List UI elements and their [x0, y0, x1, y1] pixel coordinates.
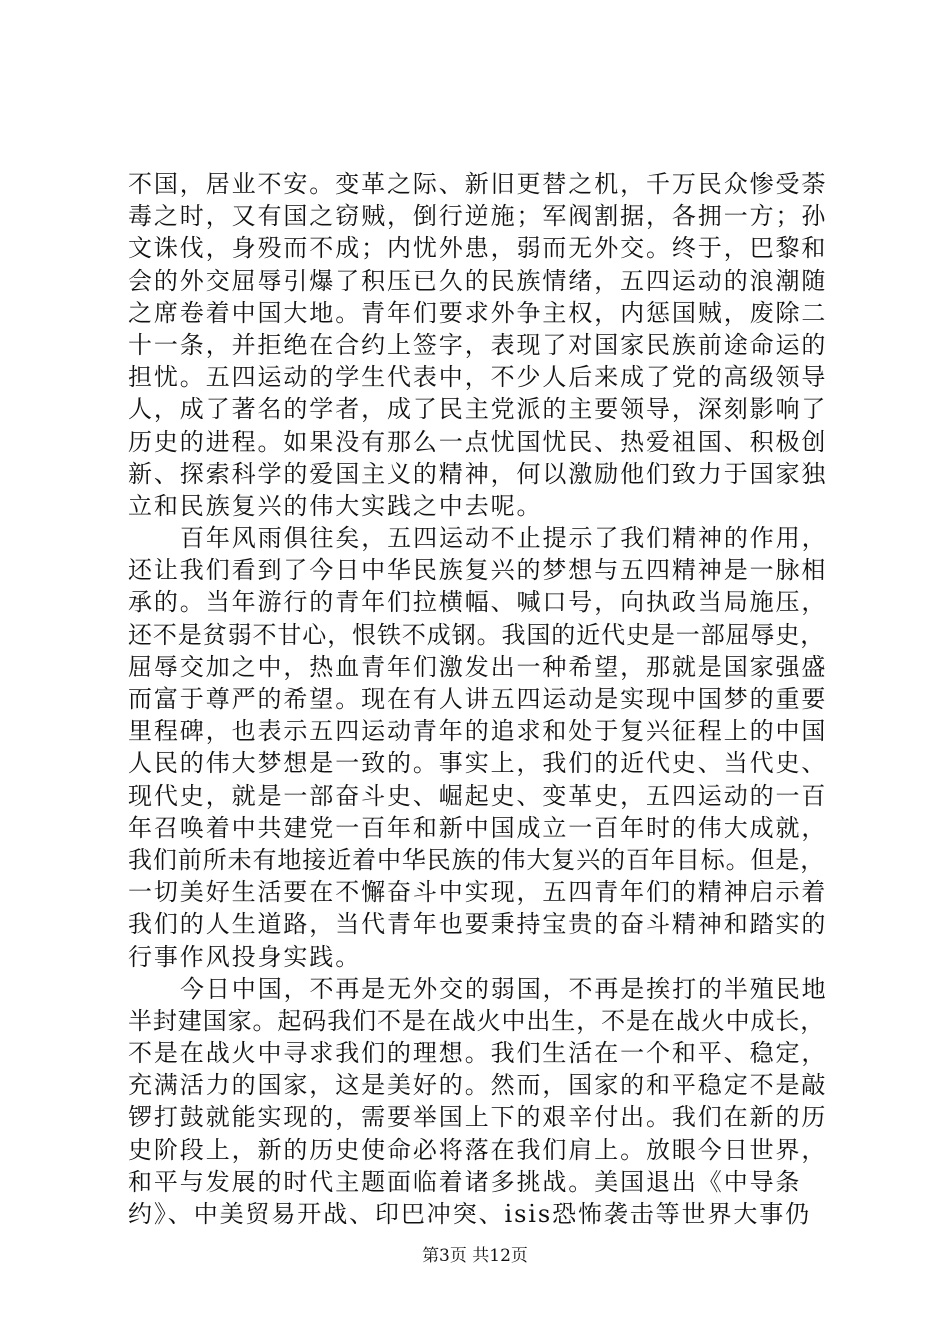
text-line: 文诛伐，身殁而不成；内忧外患，弱而无外交。终于，巴黎和: [128, 234, 828, 263]
text-line: 十一条，并拒绝在合约上签字，表现了对国家民族前途命运的: [128, 330, 828, 359]
text-line: 人，成了著名的学者，成了民主党派的主要领导，深刻影响了: [128, 395, 828, 424]
text-line: 锣打鼓就能实现的，需要举国上下的艰辛付出。我们在新的历: [128, 1103, 828, 1132]
text-line: 不国，居业不安。变革之际、新旧更替之机，千万民众惨受荼: [128, 170, 828, 198]
body-text: [128, 168, 828, 1230]
text-line: 行事作风投身实践。: [128, 942, 362, 971]
text-line: 毒之时，又有国之窃贼，倒行逆施；军阀割据，各拥一方；孙: [128, 202, 828, 231]
text-line: 半封建国家。起码我们不是在战火中出生，不是在战火中成长，: [128, 1006, 826, 1035]
text-line: 人民的伟大梦想是一致的。事实上，我们的近代史、当代史、: [128, 749, 828, 778]
text-line: 和平与发展的时代主题面临着诸多挑战。美国退出《中导条: [128, 1167, 802, 1196]
text-line: 我们的人生道路，当代青年也要秉持宝贵的奋斗精神和踏实的: [128, 910, 828, 939]
text-line: 百年风雨俱往矣，五四运动不止提示了我们精神的作用，: [180, 524, 828, 553]
text-line: 新、探索科学的爱国主义的精神，何以激励他们致力于国家独: [128, 459, 828, 488]
text-line: 今日中国，不再是无外交的弱国，不再是挨打的半殖民地: [180, 974, 828, 1003]
text-line: 年召唤着中共建党一百年和新中国成立一百年时的伟大成就，: [128, 813, 828, 842]
text-line: 充满活力的国家，这是美好的。然而，国家的和平稳定不是敲: [128, 1071, 828, 1100]
text-line: 还让我们看到了今日中华民族复兴的梦想与五四精神是一脉相: [128, 556, 828, 585]
text-line: 立和民族复兴的伟大实践之中去呢。: [128, 491, 543, 520]
text-line: 不是在战火中寻求我们的理想。我们生活在一个和平、稳定，: [128, 1039, 828, 1068]
text-line: 承的。当年游行的青年们拉横幅、喊口号，向执政当局施压，: [128, 588, 828, 617]
text-line: 我们前所未有地接近着中华民族的伟大复兴的百年目标。但是，: [128, 845, 826, 874]
text-line: 屈辱交加之中，热血青年们激发出一种希望，那就是国家强盛: [128, 652, 828, 681]
text-line: 约》、中美贸易开战、印巴冲突、isis恐怖袭击等世界大事仍: [128, 1200, 812, 1228]
text-line: 之席卷着中国大地。青年们要求外争主权，内惩国贼，废除二: [128, 298, 828, 327]
text-line: 历史的进程。如果没有那么一点忧国忧民、热爱祖国、积极创: [128, 427, 828, 456]
text-line: 里程碑，也表示五四运动青年的追求和处于复兴征程上的中国: [128, 717, 828, 746]
text-line: 还不是贫弱不甘心，恨铁不成钢。我国的近代史是一部屈辱史，: [128, 620, 826, 649]
page-footer: 第3页 共12页: [422, 1246, 528, 1266]
text-line: 史阶段上，新的历史使命必将落在我们肩上。放眼今日世界，: [128, 1135, 828, 1164]
text-line: 而富于尊严的希望。现在有人讲五四运动是实现中国梦的重要: [128, 685, 828, 713]
text-line: 现代史，就是一部奋斗史、崛起史、变革史，五四运动的一百: [128, 781, 828, 810]
text-line: 担忧。五四运动的学生代表中，不少人后来成了党的高级领导: [128, 363, 828, 392]
text-line: 会的外交屈辱引爆了积压已久的民族情绪，五四运动的浪潮随: [128, 266, 828, 295]
text-line: 一切美好生活要在不懈奋斗中实现，五四青年们的精神启示着: [128, 878, 828, 907]
